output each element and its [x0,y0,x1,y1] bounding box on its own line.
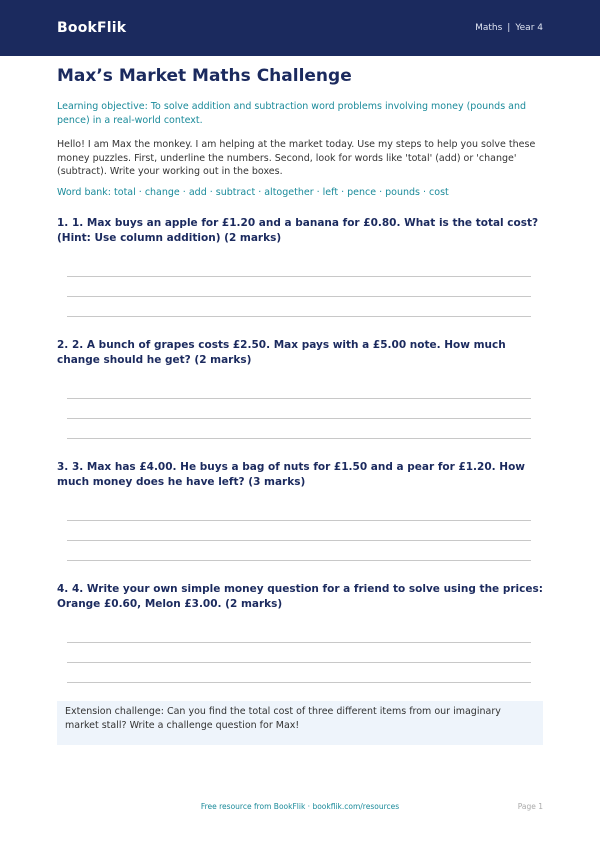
answer-line[interactable] [67,276,531,277]
question-4 [57,582,543,704]
answer-line[interactable] [67,316,531,317]
answer-line[interactable] [67,296,531,297]
question-text: 1. 1. Max buys an apple for £1.20 and a banana for £0.80. What is the total cost? (Hint: Use column addition) (2 marks) [57,216,539,244]
worksheet-content [57,66,543,704]
answer-line[interactable] [67,520,531,521]
meta-separator: | [507,23,511,33]
answer-line[interactable] [67,540,531,541]
learning-objective: Learning objective: To solve addition and subtraction word problems involving money (pounds and pence) in a real-world context. [57,101,527,126]
subject-meta [475,23,543,33]
question-text: 3. 3. Max has £4.00. He buys a bag of nuts for £1.50 and a pear for £1.20. How much money does he have left? (3 marks) [57,460,526,488]
word-bank: Word bank: total · change · add · subtract · altogether · left · pence · pounds · cost [57,186,449,198]
extension-challenge-box: Extension challenge: Can you find the total cost of three different items from our imaginary market stall? Write a challenge question for Max! [57,701,543,745]
question-1 [57,216,543,338]
answer-line[interactable] [67,682,531,683]
brand-logo[interactable]: BookFlik [57,20,127,36]
intro-text: Hello! I am Max the monkey. I am helping at the market today. Use my steps to help you solve these money puzzles. First, underline the numbers. Second, look for words like 'total' (add) or 'change' (subtract). Write your working out in the boxes. [57,139,536,177]
answer-line[interactable] [67,398,531,399]
header-bar [0,0,600,56]
answer-line[interactable] [67,560,531,561]
answer-line[interactable] [67,662,531,663]
page-number: Page 1 [517,802,543,811]
footer [0,802,600,816]
page-title: Max’s Market Maths Challenge [57,66,352,86]
answer-line[interactable] [67,642,531,643]
question-text: 2. 2. A bunch of grapes costs £2.50. Max pays with a £5.00 note. How much change should he get? (2 marks) [57,338,506,366]
year-label: Year 4 [515,23,543,33]
answer-line[interactable] [67,418,531,419]
footer-text[interactable]: Free resource from BookFlik · bookflik.com/resources [200,802,400,811]
subject-label: Maths [475,23,503,33]
question-3 [57,460,543,582]
question-text: 4. 4. Write your own simple money question for a friend to solve using the prices: Orange £0.60, Melon £3.00. (2 marks) [57,582,543,610]
answer-line[interactable] [67,438,531,439]
question-2 [57,338,543,460]
